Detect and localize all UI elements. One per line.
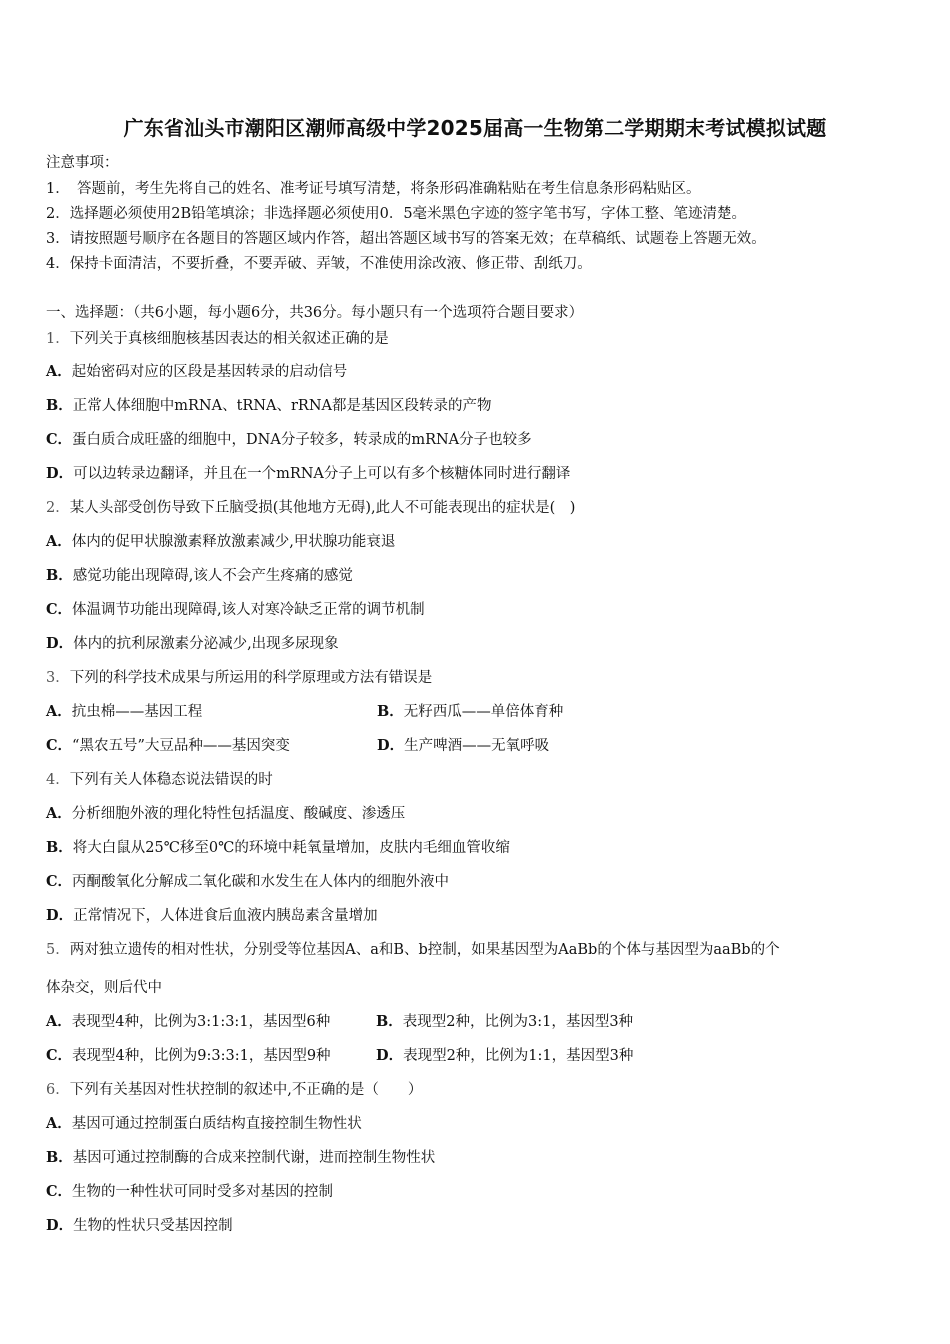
question-2-option-a (46, 530, 395, 551)
option-text: 表现型4种，比例为9:3:3:1，基因型9种 (72, 1048, 331, 1064)
notice-item-1: 1． 答题前，考生先将自己的姓名、准考证号填写清楚，将条形码准确粘贴在考生信息条形码粘贴区。 (46, 181, 701, 197)
question-text: 两对独立遗传的相对性状，分别受等位基因A、a和B、b控制，如果基因型为AaBb的个体与基因型为aaBb的个 (69, 942, 780, 958)
question-2-option-d (46, 632, 339, 653)
option-label: C． (46, 1183, 73, 1200)
question-1-stem (46, 327, 389, 348)
option-text: 体内的抗利尿激素分泌减少,出现多尿现象 (73, 636, 339, 652)
option-label: D． (46, 1217, 74, 1234)
notice-heading: 注意事项： (46, 155, 119, 171)
option-text: 可以边转录边翻译，并且在一个mRNA分子上可以有多个核糖体同时进行翻译 (73, 466, 571, 482)
notice-item-3: 3．请按照题号顺序在各题目的答题区域内作答，超出答题区域书写的答案无效；在草稿纸、试题卷上答题无效。 (46, 231, 766, 247)
option-text: 生产啤酒——无氧呼吸 (404, 738, 550, 754)
option-label: C． (46, 601, 73, 618)
option-label: A． (46, 703, 72, 720)
page-title: 广东省汕头市潮阳区潮师高级中学2025届高一生物第二学期期末考试模拟试题 (123, 116, 827, 140)
option-label: D． (376, 1047, 404, 1064)
question-5-option-b (376, 1010, 633, 1031)
question-3-option-d (377, 734, 549, 755)
option-label: D． (46, 907, 74, 924)
question-4-stem (46, 768, 273, 789)
option-label: D． (46, 465, 74, 482)
option-text: 表现型4种，比例为3:1:3:1，基因型6种 (71, 1014, 331, 1030)
option-label: A． (46, 805, 72, 822)
option-label: B． (46, 1149, 73, 1166)
question-3-option-a (46, 700, 202, 721)
section-heading: 一、选择题：（共6小题，每小题6分，共36分。每小题只有一个选项符合题目要求） (46, 305, 584, 321)
option-text: 正常人体细胞中mRNA、tRNA、rRNA都是基因区段转录的产物 (72, 398, 492, 414)
option-label: B． (46, 397, 73, 414)
option-label: A． (46, 533, 72, 550)
option-text: 生物的性状只受基因控制 (73, 1218, 233, 1234)
option-text: 丙酮酸氧化分解成二氧化碳和水发生在人体内的细胞外液中 (72, 874, 450, 890)
question-number: 3． (46, 670, 70, 686)
option-label: C． (46, 1047, 73, 1064)
option-text: 表现型2种，比例为3:1，基因型3种 (402, 1014, 634, 1030)
question-text: 某人头部受创伤导致下丘脑受损(其他地方无碍),此人不可能表现出的症状是( ) (69, 500, 576, 516)
question-5-stem-continued: 体杂交，则后代中 (46, 980, 162, 996)
question-number: 1． (46, 331, 70, 347)
question-2-option-c (46, 598, 425, 619)
option-text: 正常情况下，人体进食后血液内胰岛素含量增加 (73, 908, 378, 924)
notice-item-4: 4．保持卡面清洁，不要折叠，不要弄破、弄皱，不准使用涂改液、修正带、刮纸刀。 (46, 256, 592, 272)
question-text: 下列有关基因对性状控制的叙述中,不正确的是（ ） (69, 1082, 423, 1098)
question-6-option-c (46, 1180, 333, 1201)
question-2-option-b (46, 564, 353, 585)
option-label: C． (46, 737, 73, 754)
question-number: 6． (46, 1082, 70, 1098)
question-number: 4． (46, 772, 70, 788)
question-6-stem (46, 1078, 422, 1099)
option-label: B． (46, 567, 73, 584)
option-text: 蛋白质合成旺盛的细胞中，DNA分子较多，转录成的mRNA分子也较多 (72, 432, 532, 448)
question-5-option-a (46, 1010, 330, 1031)
option-text: 抗虫棉——基因工程 (71, 704, 203, 720)
option-label: C． (46, 873, 73, 890)
option-text: 将大白鼠从25℃移至0℃的环境中耗氧量增加，皮肤内毛细血管收缩 (72, 840, 510, 856)
option-label: D． (377, 737, 405, 754)
option-text: 基因可通过控制酶的合成来控制代谢，进而控制生物性状 (72, 1150, 436, 1166)
question-3-stem (46, 666, 432, 687)
option-label: A． (46, 1013, 72, 1030)
question-6-option-b (46, 1146, 435, 1167)
option-text: 表现型2种，比例为1:1，基因型3种 (403, 1048, 634, 1064)
question-text: 下列的科学技术成果与所运用的科学原理或方法有错误是 (69, 670, 433, 686)
option-text: 基因可通过控制蛋白质结构直接控制生物性状 (71, 1116, 362, 1132)
question-1-option-d (46, 462, 570, 483)
option-text: 体温调节功能出现障碍,该人对寒冷缺乏正常的调节机制 (72, 602, 425, 618)
question-1-option-b (46, 394, 492, 415)
question-3-option-b (377, 700, 563, 721)
question-5-option-c (46, 1044, 331, 1065)
question-6-option-a (46, 1112, 362, 1133)
question-2-stem (46, 496, 575, 517)
question-3-option-c (46, 734, 290, 755)
question-text: 下列有关人体稳态说法错误的时 (69, 772, 273, 788)
question-number: 5． (46, 942, 70, 958)
option-label: D． (46, 635, 74, 652)
question-4-option-b (46, 836, 510, 857)
question-5-stem (46, 938, 780, 959)
question-5-option-d (376, 1044, 633, 1065)
option-text: 起始密码对应的区段是基因转录的启动信号 (71, 364, 348, 380)
question-text: 下列关于真核细胞核基因表达的相关叙述正确的是 (69, 331, 389, 347)
question-4-option-a (46, 802, 405, 823)
question-1-option-a (46, 360, 347, 381)
option-label: B． (377, 703, 404, 720)
question-4-option-c (46, 870, 449, 891)
question-6-option-d (46, 1214, 233, 1235)
option-label: A． (46, 1115, 72, 1132)
option-label: B． (46, 839, 73, 856)
option-text: 感觉功能出现障碍,该人不会产生疼痛的感觉 (72, 568, 353, 584)
question-number: 2． (46, 500, 70, 516)
question-1-option-c (46, 428, 532, 449)
option-label: C． (46, 431, 73, 448)
option-text: 无籽西瓜——单倍体育种 (403, 704, 564, 720)
option-text: 体内的促甲状腺激素释放激素减少,甲状腺功能衰退 (71, 534, 396, 550)
option-label: A． (46, 363, 72, 380)
option-text: 分析细胞外液的理化特性包括温度、酸碱度、渗透压 (71, 806, 406, 822)
question-4-option-d (46, 904, 378, 925)
option-text: 生物的一种性状可同时受多对基因的控制 (72, 1184, 334, 1200)
option-text: “黑农五号”大豆品种——基因突变 (72, 738, 290, 754)
option-label: B． (376, 1013, 403, 1030)
notice-item-2: 2．选择题必须使用2B铅笔填涂；非选择题必须使用0．5毫米黑色字迹的签字笔书写，字体工整、笔迹清楚。 (46, 206, 747, 222)
